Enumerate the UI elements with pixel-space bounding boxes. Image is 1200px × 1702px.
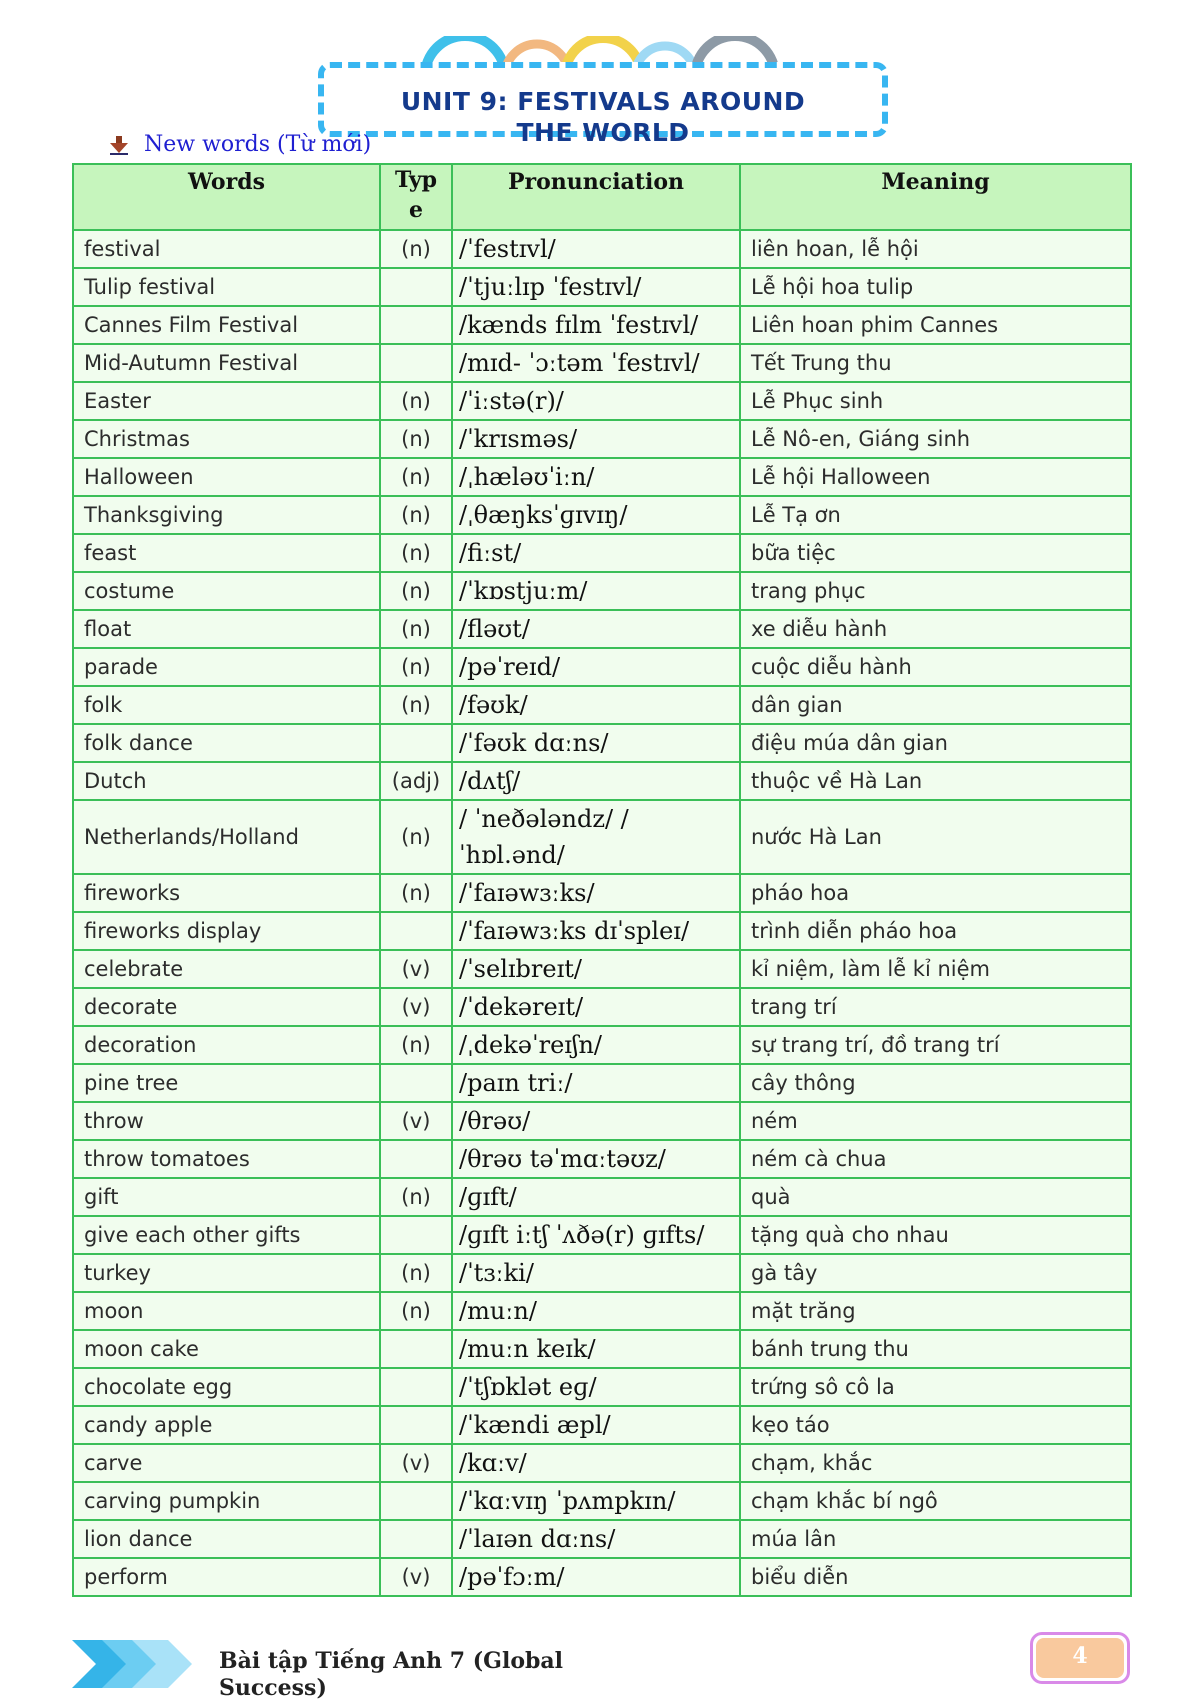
- page-number: 4: [1036, 1638, 1124, 1678]
- type-cell: (n): [380, 230, 452, 268]
- table-row: [73, 230, 1131, 268]
- type-cell: [380, 912, 452, 950]
- word-cell: give each other gifts: [73, 1216, 380, 1254]
- pronunciation-cell: /ˈkɒstjuːm/: [452, 572, 740, 610]
- meaning-cell: điệu múa dân gian: [740, 724, 1131, 762]
- table-row: [73, 762, 1131, 800]
- meaning-cell: chạm, khắc: [740, 1444, 1131, 1482]
- pronunciation-cell: /ˈtɜːki/: [452, 1254, 740, 1292]
- word-cell: turkey: [73, 1254, 380, 1292]
- word-cell: festival: [73, 230, 380, 268]
- unit-title-line-2: THE WORLD: [516, 118, 690, 147]
- type-cell: (v): [380, 950, 452, 988]
- pronunciation-cell: /paɪn triː/: [452, 1064, 740, 1102]
- type-cell: (n): [380, 534, 452, 572]
- pronunciation-cell: /θrəʊ/: [452, 1102, 740, 1140]
- type-cell: (v): [380, 1558, 452, 1596]
- type-cell: [380, 1520, 452, 1558]
- meaning-cell: quà: [740, 1178, 1131, 1216]
- section-heading: [108, 132, 371, 157]
- meaning-cell: bữa tiệc: [740, 534, 1131, 572]
- word-cell: carve: [73, 1444, 380, 1482]
- meaning-cell: ném cà chua: [740, 1140, 1131, 1178]
- table-row: [73, 686, 1131, 724]
- vocabulary-table: [72, 163, 1132, 1597]
- unit-title-line-1: UNIT 9: FESTIVALS AROUND: [400, 87, 806, 116]
- type-cell: [380, 268, 452, 306]
- word-cell: gift: [73, 1178, 380, 1216]
- table-row: [73, 496, 1131, 534]
- pronunciation-cell: /fiːst/: [452, 534, 740, 572]
- table-row: [73, 1520, 1131, 1558]
- type-cell: (n): [380, 874, 452, 912]
- column-header-pronunciation: Pronunciation: [452, 164, 740, 230]
- type-cell: (n): [380, 1026, 452, 1064]
- pronunciation-cell: /mɪd- ˈɔːtəm ˈfestɪvl/: [452, 344, 740, 382]
- type-cell: (n): [380, 610, 452, 648]
- table-row: [73, 572, 1131, 610]
- pronunciation-cell: /ˌdekəˈreɪʃn/: [452, 1026, 740, 1064]
- pronunciation-cell: /ˈtjuːlɪp ˈfestɪvl/: [452, 268, 740, 306]
- word-cell: decoration: [73, 1026, 380, 1064]
- meaning-cell: biểu diễn: [740, 1558, 1131, 1596]
- chevron-arrows-icon: [72, 1636, 192, 1692]
- meaning-cell: Lễ hội Halloween: [740, 458, 1131, 496]
- type-cell: [380, 306, 452, 344]
- table-row: [73, 874, 1131, 912]
- pronunciation-cell: /ˈkrɪsməs/: [452, 420, 740, 458]
- pronunciation-cell: /ˌhæləʊˈiːn/: [452, 458, 740, 496]
- pronunciation-cell: /ɡɪft/: [452, 1178, 740, 1216]
- column-header-type: Type: [380, 164, 452, 230]
- table-row: [73, 1216, 1131, 1254]
- table-row: [73, 610, 1131, 648]
- type-cell: [380, 1140, 452, 1178]
- pronunciation-cell: /θrəʊ təˈmɑːtəʊz/: [452, 1140, 740, 1178]
- pronunciation-cell: /ˈfaɪəwɜːks dɪˈspleɪ/: [452, 912, 740, 950]
- word-cell: costume: [73, 572, 380, 610]
- type-cell: [380, 1406, 452, 1444]
- pronunciation-cell: / ˈneðələndz/ / ˈhɒl.ənd/: [452, 800, 740, 874]
- word-cell: Christmas: [73, 420, 380, 458]
- section-label: New words (Từ mới): [144, 132, 372, 157]
- table-row: [73, 534, 1131, 572]
- type-cell: [380, 1216, 452, 1254]
- footer-book-title: Bài tập Tiếng Anh 7 (Global Success): [219, 1648, 563, 1701]
- word-cell: Easter: [73, 382, 380, 420]
- table-row: [73, 458, 1131, 496]
- meaning-cell: sự trang trí, đồ trang trí: [740, 1026, 1131, 1064]
- column-header-words: Words: [73, 164, 380, 230]
- word-cell: carving pumpkin: [73, 1482, 380, 1520]
- meaning-cell: liên hoan, lễ hội: [740, 230, 1131, 268]
- meaning-cell: Liên hoan phim Cannes: [740, 306, 1131, 344]
- type-cell: (n): [380, 1254, 452, 1292]
- word-cell: throw tomatoes: [73, 1140, 380, 1178]
- table-row: [73, 306, 1131, 344]
- word-cell: fireworks: [73, 874, 380, 912]
- table-row: [73, 420, 1131, 458]
- meaning-cell: Lễ Phục sinh: [740, 382, 1131, 420]
- column-header-meaning: Meaning: [740, 164, 1131, 230]
- meaning-cell: ném: [740, 1102, 1131, 1140]
- type-cell: [380, 1482, 452, 1520]
- meaning-cell: cây thông: [740, 1064, 1131, 1102]
- pronunciation-cell: /muːn keɪk/: [452, 1330, 740, 1368]
- type-cell: (n): [380, 572, 452, 610]
- type-cell: (v): [380, 1102, 452, 1140]
- word-cell: candy apple: [73, 1406, 380, 1444]
- table-row: [73, 912, 1131, 950]
- type-cell: [380, 1064, 452, 1102]
- table-row: [73, 1178, 1131, 1216]
- word-cell: Thanksgiving: [73, 496, 380, 534]
- table-row: [73, 1140, 1131, 1178]
- table-row: [73, 268, 1131, 306]
- meaning-cell: Lễ Tạ ơn: [740, 496, 1131, 534]
- meaning-cell: Lễ hội hoa tulip: [740, 268, 1131, 306]
- meaning-cell: dân gian: [740, 686, 1131, 724]
- pronunciation-cell: /ˈfaɪəwɜːks/: [452, 874, 740, 912]
- table-row: [73, 1406, 1131, 1444]
- word-cell: moon cake: [73, 1330, 380, 1368]
- table-row: [73, 1558, 1131, 1596]
- type-cell: (n): [380, 420, 452, 458]
- word-cell: parade: [73, 648, 380, 686]
- table-row: [73, 1254, 1131, 1292]
- unit-title: [318, 86, 888, 148]
- type-cell: (n): [380, 1292, 452, 1330]
- type-cell: [380, 1330, 452, 1368]
- meaning-cell: gà tây: [740, 1254, 1131, 1292]
- table-row: [73, 344, 1131, 382]
- meaning-cell: tặng quà cho nhau: [740, 1216, 1131, 1254]
- type-cell: (n): [380, 686, 452, 724]
- pronunciation-cell: /ˌθæŋksˈɡɪvɪŋ/: [452, 496, 740, 534]
- pronunciation-cell: /pəˈfɔːm/: [452, 1558, 740, 1596]
- table-header-row: [73, 164, 1131, 230]
- type-cell: (n): [380, 496, 452, 534]
- word-cell: chocolate egg: [73, 1368, 380, 1406]
- pronunciation-cell: /fləʊt/: [452, 610, 740, 648]
- pronunciation-cell: /ˈlaɪən dɑːns/: [452, 1520, 740, 1558]
- word-cell: Mid-Autumn Festival: [73, 344, 380, 382]
- pronunciation-cell: /ˈiːstə(r)/: [452, 382, 740, 420]
- meaning-cell: bánh trung thu: [740, 1330, 1131, 1368]
- table-row: [73, 1482, 1131, 1520]
- type-cell: (adj): [380, 762, 452, 800]
- word-cell: celebrate: [73, 950, 380, 988]
- pronunciation-cell: /kɑːv/: [452, 1444, 740, 1482]
- type-cell: (n): [380, 648, 452, 686]
- word-cell: Tulip festival: [73, 268, 380, 306]
- word-cell: lion dance: [73, 1520, 380, 1558]
- pronunciation-cell: /ɡɪft iːtʃ ˈʌðə(r) ɡɪfts/: [452, 1216, 740, 1254]
- meaning-cell: cuộc diễu hành: [740, 648, 1131, 686]
- table-row: [73, 800, 1131, 874]
- meaning-cell: trứng sô cô la: [740, 1368, 1131, 1406]
- meaning-cell: xe diễu hành: [740, 610, 1131, 648]
- type-cell: [380, 1368, 452, 1406]
- pronunciation-cell: /fəʊk/: [452, 686, 740, 724]
- table-body: [73, 230, 1131, 1596]
- table-row: [73, 1026, 1131, 1064]
- pronunciation-cell: /ˈfestɪvl/: [452, 230, 740, 268]
- table-row: [73, 648, 1131, 686]
- pronunciation-cell: /ˈtʃɒklət eɡ/: [452, 1368, 740, 1406]
- type-cell: (n): [380, 382, 452, 420]
- type-cell: (n): [380, 800, 452, 874]
- word-cell: perform: [73, 1558, 380, 1596]
- meaning-cell: Tết Trung thu: [740, 344, 1131, 382]
- type-cell: (n): [380, 458, 452, 496]
- table-row: [73, 1064, 1131, 1102]
- table-row: [73, 1368, 1131, 1406]
- meaning-cell: Lễ Nô-en, Giáng sinh: [740, 420, 1131, 458]
- table-row: [73, 382, 1131, 420]
- word-cell: Netherlands/Holland: [73, 800, 380, 874]
- word-cell: folk: [73, 686, 380, 724]
- word-cell: Cannes Film Festival: [73, 306, 380, 344]
- word-cell: feast: [73, 534, 380, 572]
- pronunciation-cell: /ˈfəʊk dɑːns/: [452, 724, 740, 762]
- table-row: [73, 1330, 1131, 1368]
- meaning-cell: kẹo táo: [740, 1406, 1131, 1444]
- table-row: [73, 1102, 1131, 1140]
- pronunciation-cell: /ˈkændi æpl/: [452, 1406, 740, 1444]
- type-cell: [380, 724, 452, 762]
- word-cell: throw: [73, 1102, 380, 1140]
- meaning-cell: chạm khắc bí ngô: [740, 1482, 1131, 1520]
- meaning-cell: nước Hà Lan: [740, 800, 1131, 874]
- pronunciation-cell: /pəˈreɪd/: [452, 648, 740, 686]
- meaning-cell: trang phục: [740, 572, 1131, 610]
- meaning-cell: múa lân: [740, 1520, 1131, 1558]
- word-cell: Dutch: [73, 762, 380, 800]
- type-cell: (n): [380, 1178, 452, 1216]
- meaning-cell: pháo hoa: [740, 874, 1131, 912]
- meaning-cell: mặt trăng: [740, 1292, 1131, 1330]
- pronunciation-cell: /ˈkɑːvɪŋ ˈpʌmpkɪn/: [452, 1482, 740, 1520]
- word-cell: decorate: [73, 988, 380, 1026]
- table-row: [73, 724, 1131, 762]
- meaning-cell: trang trí: [740, 988, 1131, 1026]
- type-cell: (v): [380, 1444, 452, 1482]
- type-cell: [380, 344, 452, 382]
- word-cell: Halloween: [73, 458, 380, 496]
- word-cell: fireworks display: [73, 912, 380, 950]
- table-row: [73, 950, 1131, 988]
- pronunciation-cell: /ˈselɪbreɪt/: [452, 950, 740, 988]
- down-arrow-bullet-icon: [108, 134, 130, 156]
- word-cell: pine tree: [73, 1064, 380, 1102]
- word-cell: float: [73, 610, 380, 648]
- table-row: [73, 1292, 1131, 1330]
- meaning-cell: kỉ niệm, làm lễ kỉ niệm: [740, 950, 1131, 988]
- pronunciation-cell: /ˈdekəreɪt/: [452, 988, 740, 1026]
- word-cell: folk dance: [73, 724, 380, 762]
- meaning-cell: thuộc về Hà Lan: [740, 762, 1131, 800]
- meaning-cell: trình diễn pháo hoa: [740, 912, 1131, 950]
- table-row: [73, 1444, 1131, 1482]
- pronunciation-cell: /kænds fɪlm ˈfestɪvl/: [452, 306, 740, 344]
- type-cell: (v): [380, 988, 452, 1026]
- pronunciation-cell: /dʌtʃ/: [452, 762, 740, 800]
- word-cell: moon: [73, 1292, 380, 1330]
- table-row: [73, 988, 1131, 1026]
- pronunciation-cell: /muːn/: [452, 1292, 740, 1330]
